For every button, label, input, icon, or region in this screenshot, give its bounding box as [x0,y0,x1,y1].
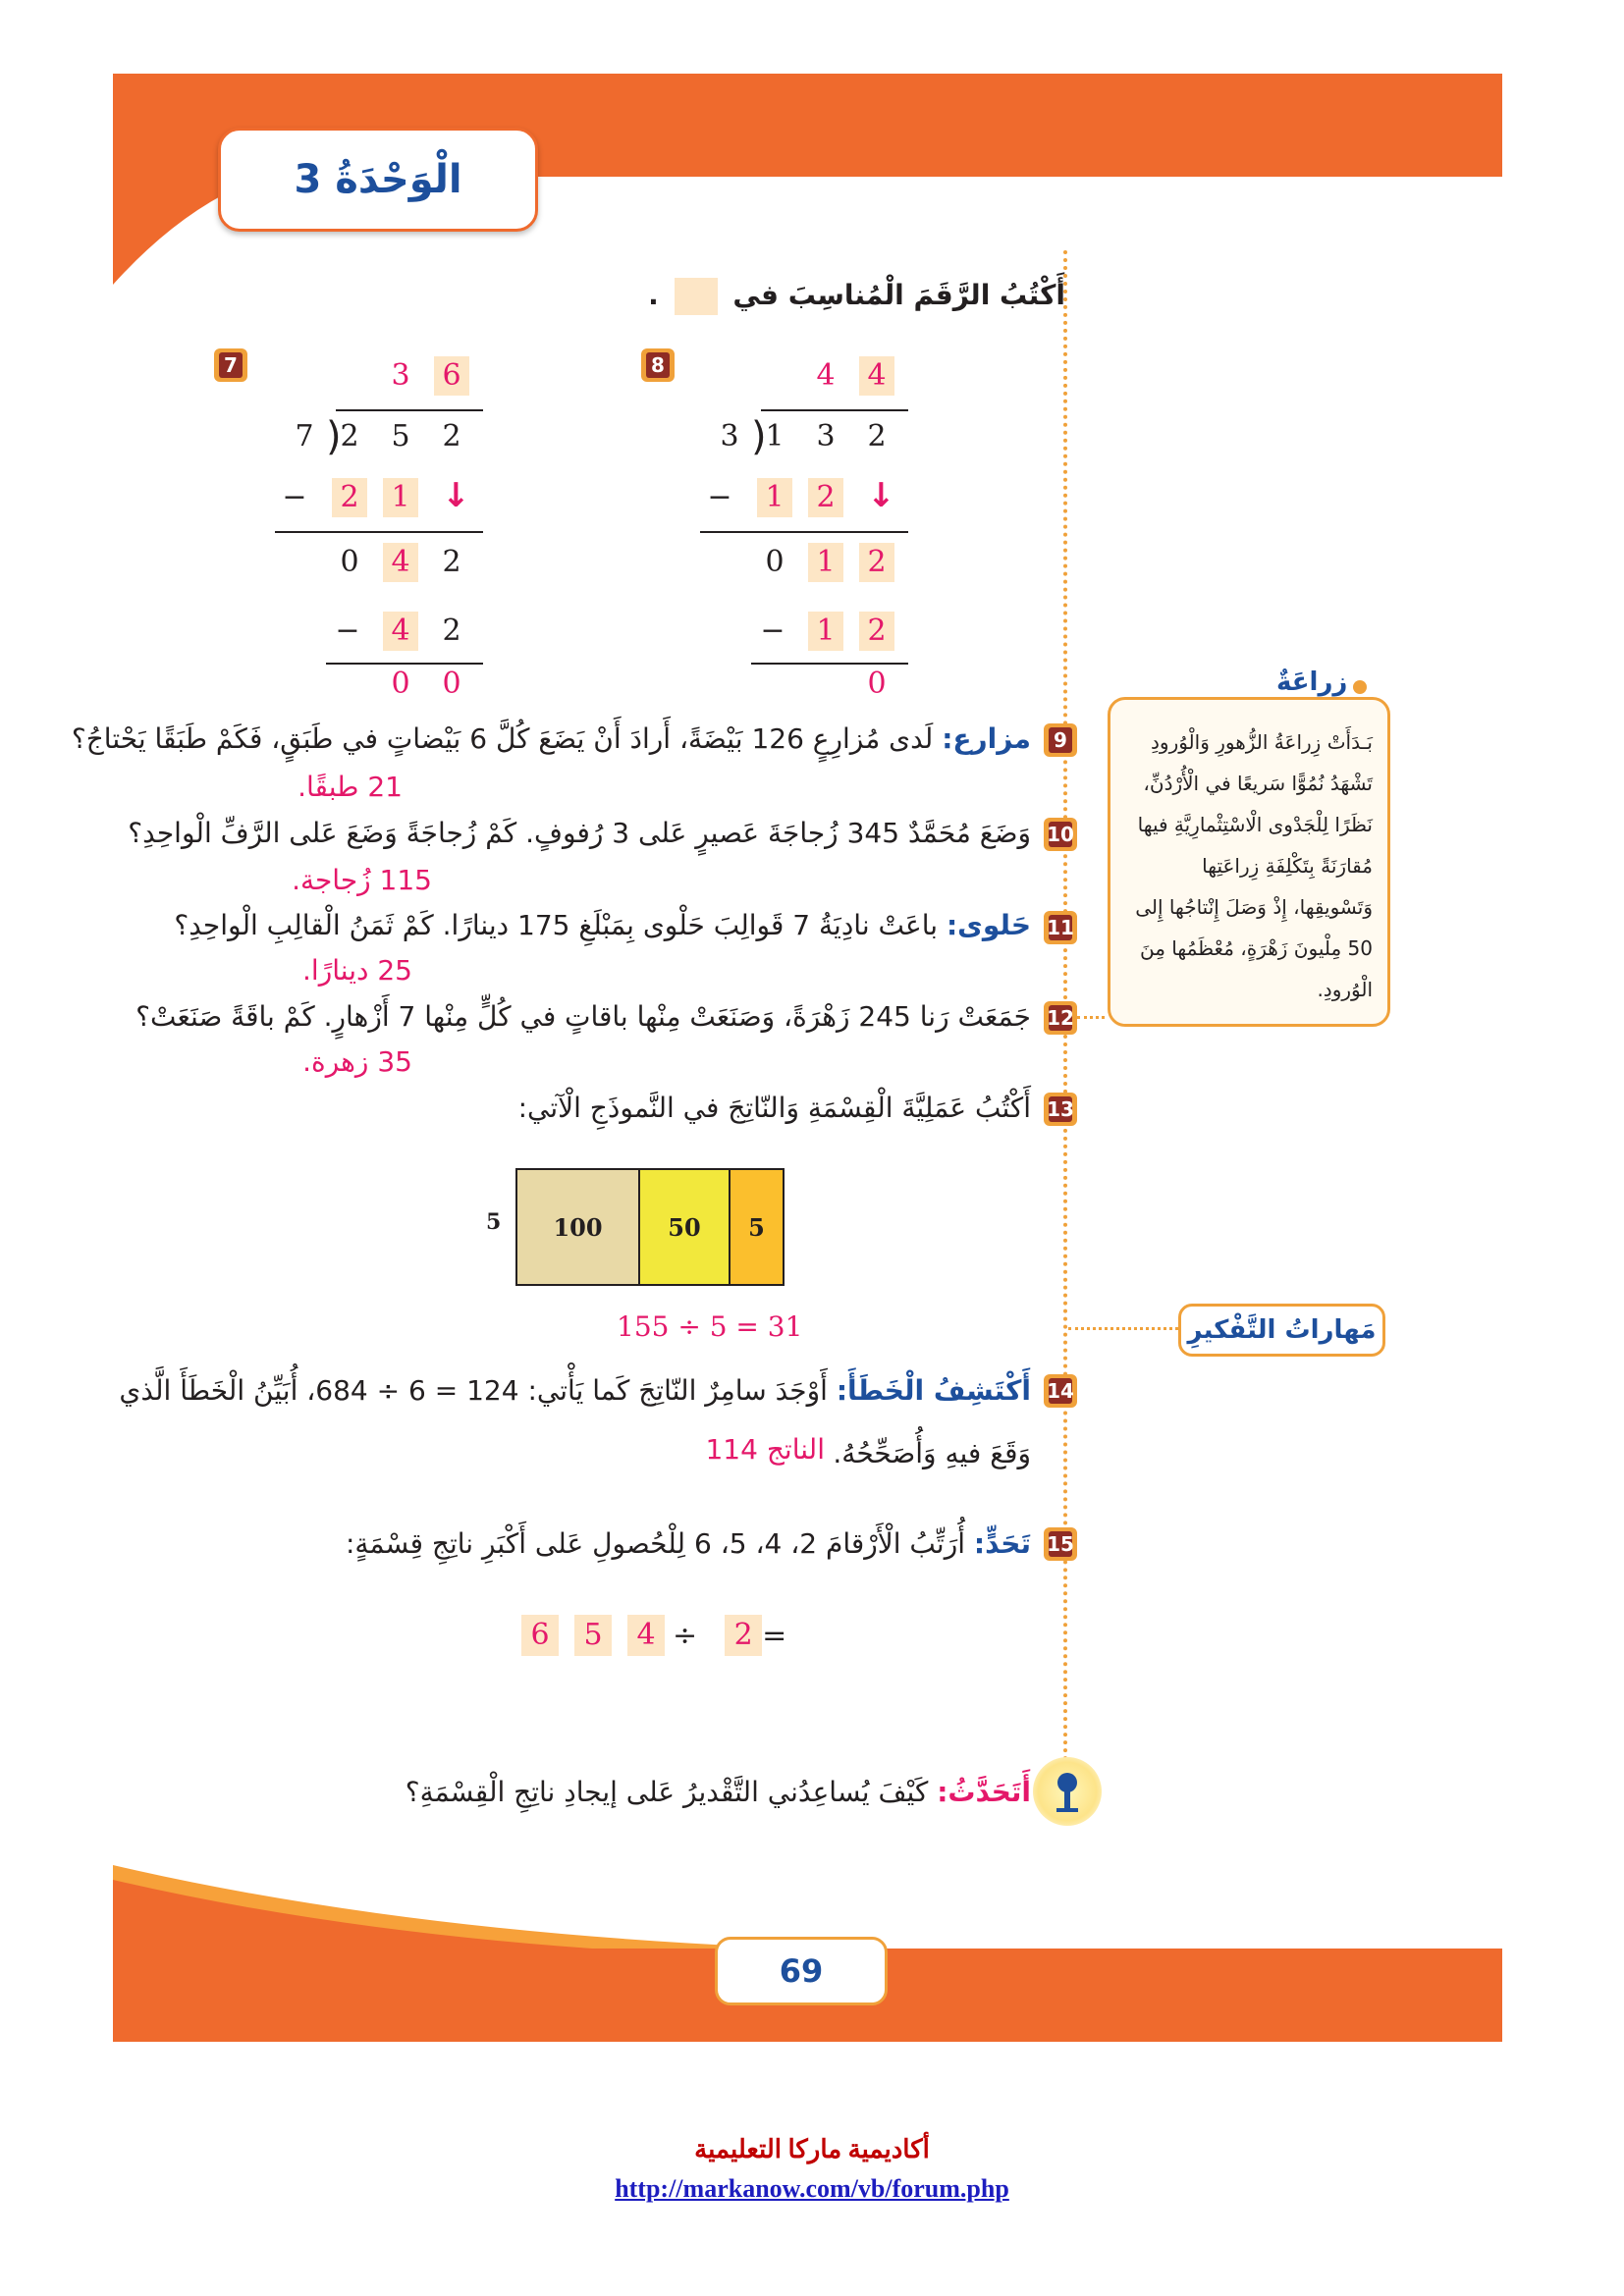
model-cell-5: 5 [731,1170,783,1284]
p7-minus-sign: − [282,480,307,514]
q12-answer: 35 زهرة. [302,1045,412,1078]
p7-rem-digit: 2 [442,545,461,579]
question-13 [491,1088,1031,1129]
p8-rem-digit: 1 [808,543,843,582]
skills-connector [1068,1327,1178,1330]
question-10 [128,813,1031,854]
p8-final-digit: 0 [867,667,887,701]
p8-minus-sign: − [707,480,732,514]
q11-text: باعَتْ نادِيَةُ 7 قَوالِبَ حَلْوى بِمَبْلَغِ 175 دينارًا. كَمْ ثَمَنُ الْقالِبِ الْواحِدِ؟ [174,909,939,941]
q15-divisor: 2 [725,1615,762,1656]
question-15 [345,1523,1031,1565]
bring-down-arrow: ↓ [867,476,895,515]
q14-answer: الناتج 114 [705,1433,825,1466]
p7-dividend-digit: 2 [442,419,461,454]
p8-sub-digit: 2 [808,478,843,517]
q12-text: جَمَعَتْ رَنا 245 زَهْرَةً، وَصَنَعَتْ مِنْها باقاتٍ في كُلٍّ مِنْها 7 أَزْهارٍ. كَمْ باقَةً صَنَعَتْ؟ [135,1000,1031,1033]
page-number: 69 [715,1937,888,2005]
q15-eq-sign: = [762,1618,787,1653]
p7-sub-digit: 1 [383,478,418,517]
side-box-text: بَـدَأَتْ زِراعَةُ الزُّهورِ وَالْوُرودِ تَشْهَدُ نُمُوًّا سَريعًا في الْأُرْدُنِّ، نَظَرًا لِلْجَدْوى الْاسْتِثْمارِيَّةِ فيها مُقارَنَةً بِتَكْلِفَةِ زِراعَتِها وَتَسْويقِها، إِذْ وَصَلَ إِنْتاجُها إِلى 50 مِلْيونَ زَهْرَةٍ، مُعْظَمُها مِنَ الْوُرودِ. [1135,730,1373,1001]
p8-minus-sign: − [760,614,785,648]
model-side-label: 5 [486,1209,502,1235]
q14-keyword: أَكْتَشِفُ الْخَطَأَ: [836,1374,1031,1407]
talk-prompt [405,1772,1031,1813]
instruction [648,275,1065,316]
q9-keyword: مزارع: [942,722,1031,755]
question-15-badge: 15 [1044,1527,1077,1561]
p8-dividend-digit: 1 [765,419,785,454]
q14-text: أَوْجَدَ سامِرٌ النّاتِجَ كَما يَأْتي: 124 = 6 ÷ 684، أُبَيِّنُ الْخَطَأَ الَّذي [119,1374,828,1407]
p7-rem-digit: 4 [383,543,418,582]
q15-answer-digit: 4 [627,1615,665,1656]
p7-quotient-digit: 3 [391,358,410,393]
q15-answer-digit: 5 [574,1615,612,1656]
p7-bracket: ) [326,414,342,459]
side-box-title: زِراعَةٌ [1276,667,1348,697]
p7-dividend-digit: 5 [391,419,410,454]
bring-down-arrow: ↓ [442,476,470,515]
p7-dividend-digit: 2 [340,419,359,454]
model-cell-50: 50 [640,1170,731,1284]
microphone-icon [1033,1757,1102,1826]
p7-quotient-digit: 6 [434,356,469,396]
q12-connector [1077,1016,1105,1019]
question-11-badge: 11 [1044,911,1077,944]
model-cell-100: 100 [517,1170,640,1284]
q15-keyword: تَحَدٍّ: [973,1527,1031,1560]
p8-quotient-digit: 4 [859,356,894,396]
q13-text: أَكْتُبُ عَمَلِيَّةَ الْقِسْمَةِ وَالنّاتِجَ في النَّموذَجِ الْآتي: [517,1092,1031,1124]
academy-url[interactable]: http://markanow.com/vb/forum.php [615,2174,1009,2203]
question-9 [71,719,1031,760]
p8-sub-digit: 1 [757,478,792,517]
question-14-badge: 14 [1044,1374,1077,1408]
q15-answer-row [506,1615,786,1656]
p8-sub-digit: 1 [808,612,843,651]
q11-answer: 25 دينارًا. [302,954,412,987]
problem-7-division [275,348,491,702]
p8-bracket: ) [751,414,767,459]
question-10-badge: 10 [1044,818,1077,851]
instruction-period: . [648,279,659,311]
p7-final-digit: 0 [442,667,461,701]
p8-divisor: 3 [720,419,739,454]
thinking-skills-tab: مَهاراتُ التَّفْكيرِ [1178,1304,1385,1357]
talk-keyword: أَتَحَدَّثُ: [937,1776,1031,1808]
problem-8-badge: 8 [641,348,675,382]
p7-sub-digit: 4 [383,612,418,651]
model-answer: 155 ÷ 5 = 31 [617,1310,803,1343]
q10-text: وَضَعَ مُحَمَّدٌ 345 زُجاجَةَ عَصيرٍ عَلى 3 رُفوفٍ. كَمْ زُجاجَةً وَضَعَ عَلى الرَّفِّ الْواحِدِ؟ [128,817,1031,849]
division-model [515,1168,785,1286]
p8-dividend-digit: 2 [867,419,887,454]
question-12 [135,996,1031,1038]
question-11 [174,905,1031,946]
unit-title-box [218,128,538,232]
q15-text: أُرَتِّبُ الْأَرْقامَ 2، 4، 5، 6 لِلْحُصولِ عَلى أَكْبَرِ ناتِجِ قِسْمَةٍ: [345,1527,966,1560]
talk-text: كَيْفَ يُساعِدُني التَّقْديرُ عَلى إيجادِ ناتِجِ الْقِسْمَةِ؟ [405,1776,929,1808]
question-14 [119,1370,1031,1412]
unit-title: الْوَحْدَةُ 3 [294,157,462,202]
problem-7-badge: 7 [214,348,247,382]
instruction-text: أَكْتُبُ الرَّقَمَ الْمُناسِبَ في [732,279,1065,311]
q15-div-sign: ÷ [673,1618,698,1653]
q14-text-2: وَقَعَ فيهِ وَأُصَحِّحُهُ. [833,1437,1031,1469]
side-box-dot [1353,680,1367,694]
p7-minus-sign: − [335,614,360,648]
p7-sub-digit: 2 [332,478,367,517]
question-9-badge: 9 [1044,723,1077,757]
p8-rem-digit: 0 [765,545,785,579]
q9-text: لَدى مُزارِعٍ 126 بَيْضَةً، أَرادَ أَنْ يَضَعَ كُلَّ 6 بَيْضاتٍ في طَبَقٍ، فَكَمْ طَبَقًا يَحْتاجُ؟ [71,722,934,755]
question-13-badge: 13 [1044,1093,1077,1126]
p7-sub-digit: 2 [442,614,461,648]
problem-8-division [700,348,916,702]
p7-final-digit: 0 [391,667,410,701]
q11-keyword: حَلوى: [946,909,1031,941]
q10-answer: 115 زُجاجة. [292,864,432,896]
p8-sub-digit: 2 [859,612,894,651]
p8-quotient-digit: 4 [816,358,836,393]
blank-box [675,278,718,315]
q15-answer-digit: 6 [521,1615,559,1656]
p8-dividend-digit: 3 [816,419,836,454]
question-12-badge: 12 [1044,1001,1077,1035]
p7-divisor: 7 [295,419,314,454]
p8-rem-digit: 2 [859,543,894,582]
q9-answer: 21 طبقًا. [298,771,403,803]
academy-name: أكاديمية ماركا التعليمية [694,2135,930,2163]
p7-rem-digit: 0 [340,545,359,579]
